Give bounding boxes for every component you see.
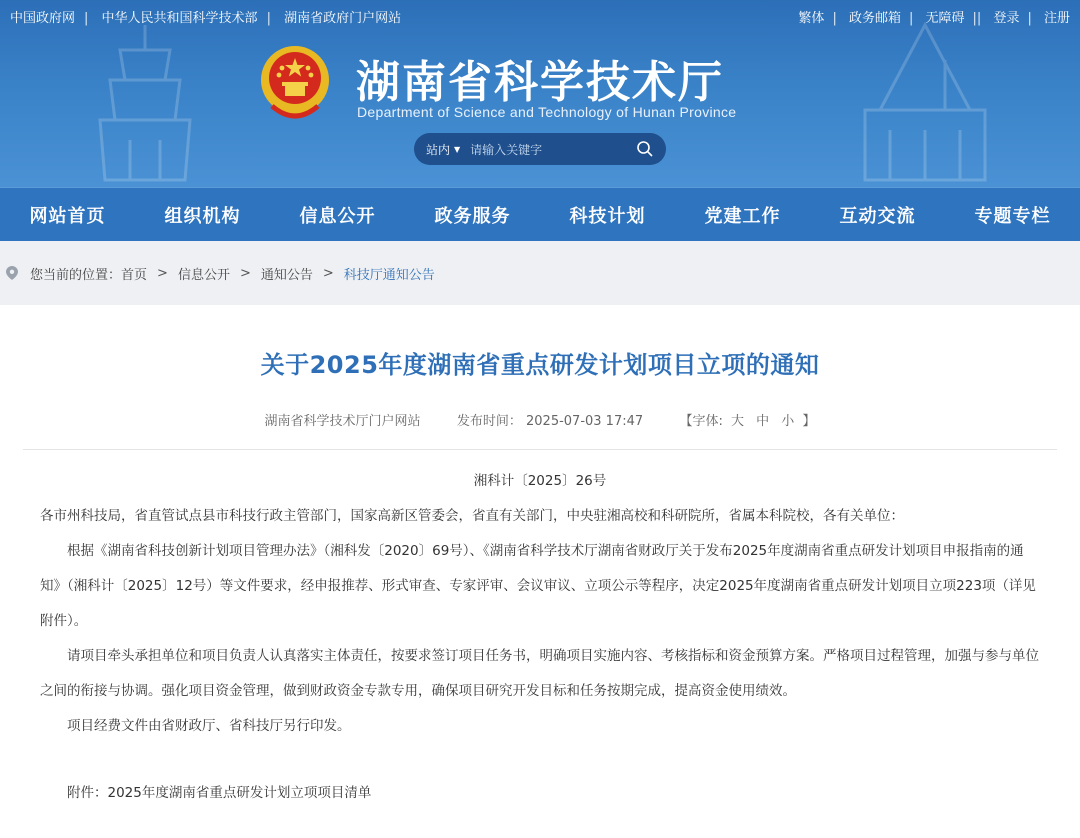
publish-time: 2025-07-03 17:47 bbox=[526, 414, 644, 429]
breadcrumb-prefix: 您当前的位置： bbox=[30, 267, 122, 283]
link-login[interactable]: 登录 bbox=[993, 11, 1020, 26]
nav-interaction[interactable]: 互动交流 bbox=[839, 205, 916, 227]
nav-info-disclosure[interactable]: 信息公开 bbox=[299, 205, 376, 227]
paragraph: 根据《湖南省科技创新计划项目管理办法》（湘科发〔2020〕69号）、《湖南省科学技术厅湖南省财政厅关于发布2025年度湖南省重点研发计划项目申报指南的通知》（湘科计〔2025〕12号）等文件要求，经申报推荐、形式审查、专家评审、会议审议、立项公示等程序，决定2025年度湖南省重点研发计划项目立项223项（详见附件）。 bbox=[40, 543, 1036, 629]
site-title: 湖南省科学技术厅 bbox=[356, 57, 724, 108]
link-china-gov[interactable]: 中国政府网 bbox=[10, 11, 76, 26]
link-accessibility[interactable]: 无障碍 bbox=[925, 11, 965, 26]
attachment-link[interactable]: 附件：2025年度湖南省重点研发计划立项项目清单 bbox=[67, 785, 372, 801]
nav-tech-plans[interactable]: 科技计划 bbox=[569, 205, 646, 227]
link-register[interactable]: 注册 bbox=[1043, 11, 1070, 26]
font-size-large[interactable]: 大 bbox=[730, 414, 744, 429]
search-bar bbox=[414, 133, 666, 165]
article-title: 关于2025年度湖南省重点研发计划项目立项的通知 bbox=[260, 351, 820, 379]
font-size-small[interactable]: 小 bbox=[781, 414, 795, 429]
search-scope-label: 站内 bbox=[426, 142, 451, 157]
search-scope-select[interactable] bbox=[426, 141, 460, 158]
site-header bbox=[0, 0, 1080, 187]
font-size-control bbox=[679, 414, 815, 429]
divider bbox=[23, 449, 1057, 450]
nav-home[interactable]: 网站首页 bbox=[29, 205, 106, 227]
breadcrumb-notices[interactable]: 通知公告 bbox=[260, 267, 313, 283]
breadcrumb bbox=[0, 241, 1080, 305]
article-source: 湖南省科学技术厅门户网站 bbox=[264, 414, 421, 429]
site-subtitle: Department of Science and Technology of Hunan Province bbox=[357, 104, 737, 120]
caret-down-icon: ▼ bbox=[454, 144, 461, 154]
paragraph: 项目经费文件由省财政厅、省科技厅另行印发。 bbox=[67, 718, 351, 734]
nav-organization[interactable]: 组织机构 bbox=[164, 205, 241, 227]
article bbox=[0, 305, 1080, 838]
font-close: 】 bbox=[802, 414, 816, 429]
breadcrumb-current[interactable]: 科技厅通知公告 bbox=[343, 267, 435, 283]
addressee: 各市州科技局，省直管试点县市科技行政主管部门，国家高新区管委会，省直有关部门，中央驻湘高校和科研院所，省属本科院校，各有关单位： bbox=[40, 508, 904, 524]
link-traditional[interactable]: 繁体 bbox=[798, 11, 825, 26]
nav-gov-services[interactable]: 政务服务 bbox=[434, 205, 511, 227]
article-meta bbox=[0, 410, 1080, 429]
national-emblem-icon bbox=[258, 44, 332, 122]
gate-decoration-icon bbox=[850, 20, 1000, 187]
top-right-links: 繁体 | 政务邮箱 | 无障碍 || 登录 | 注册 bbox=[798, 11, 1070, 26]
breadcrumb-separator: > bbox=[239, 265, 251, 281]
search-icon[interactable] bbox=[636, 140, 654, 158]
paragraph: 请项目牵头承担单位和项目负责人认真落实主体责任，按要求签订项目任务书，明确项目实施内容、考核指标和资金预算方案。严格项目过程管理，加强与参与单位之间的衔接与协调。强化项目资金管理，做到财政资金专款专用，确保项目研究开发目标和任务按期完成，提高资金使用绩效。 bbox=[40, 648, 1039, 699]
link-gov-mail[interactable]: 政务邮箱 bbox=[848, 11, 901, 26]
document-number: 湘科计〔2025〕26号 bbox=[473, 473, 607, 489]
nav-special-topics[interactable]: 专题专栏 bbox=[974, 205, 1051, 227]
article-body bbox=[0, 464, 1080, 811]
breadcrumb-separator: > bbox=[322, 265, 334, 281]
link-hunan-gov[interactable]: 湖南省政府门户网站 bbox=[284, 11, 402, 26]
top-links: 中国政府网 | 中华人民共和国科学技术部 | 湖南省政府门户网站 bbox=[10, 11, 402, 26]
link-most[interactable]: 中华人民共和国科学技术部 bbox=[101, 11, 258, 26]
search-input[interactable]: 请输入关键字 bbox=[470, 142, 543, 157]
breadcrumb-separator: > bbox=[157, 265, 168, 281]
font-size-medium[interactable]: 中 bbox=[756, 414, 770, 429]
main-nav bbox=[0, 187, 1080, 241]
location-pin-icon bbox=[6, 266, 18, 280]
font-label: 【字体: bbox=[679, 414, 723, 429]
nav-party-building[interactable]: 党建工作 bbox=[704, 205, 781, 227]
breadcrumb-info[interactable]: 信息公开 bbox=[177, 267, 230, 283]
pagoda-decoration-icon bbox=[80, 20, 210, 187]
publish-label: 发布时间： bbox=[456, 414, 522, 429]
breadcrumb-home[interactable]: 首页 bbox=[121, 267, 148, 283]
